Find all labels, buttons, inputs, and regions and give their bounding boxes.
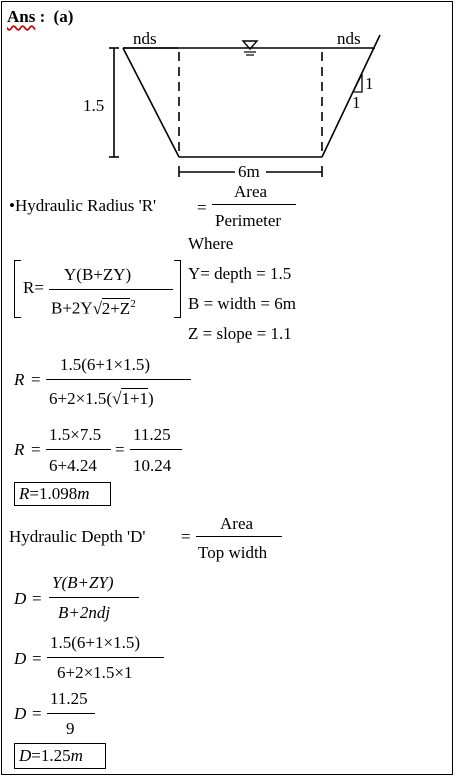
d-step1-bar [47,657,164,658]
r-formula-numerator: Y(B+ZY) [64,265,132,284]
r-formula-den-a: B+2Y [51,298,93,318]
r-step1-den-c: ) [148,389,154,408]
part-label: (a) [53,7,74,26]
r-step1-den-b: 1+1 [121,389,149,408]
r-step2-den2: 10.24 [133,456,172,475]
left-bank [123,48,179,157]
hr-perimeter: Perimeter [215,211,282,230]
slope-label-horizontal: 1 [365,74,374,93]
r-formula-denominator [51,299,136,317]
d-formula-eq: = [32,589,42,608]
r-result-lhs: R [19,484,30,503]
d-result-lhs: D [19,746,32,765]
bullet: • [9,196,15,215]
sqrt-icon: √ [92,298,103,318]
hd-fraction-bar [196,536,282,537]
r-step2-bar2 [130,449,182,450]
ans-label: Ans [7,7,36,26]
right-nds-label: nds [337,29,361,48]
r-step1-bar [46,379,191,380]
left-bracket [14,260,21,318]
r-formula-lhs: R= [23,278,44,297]
left-nds-label: nds [133,29,157,48]
right-bank [322,35,380,157]
d-formula-denominator: B+2ndj [58,603,111,622]
r-step2-eq2: = [115,440,125,459]
hd-top-width: Top width [198,543,268,562]
hr-fraction-bar [212,204,296,205]
hr-equals: = [197,198,207,217]
hd-equals: = [181,527,191,546]
r-result-rhs: =1.098 [29,484,78,503]
d-result-unit: m [70,746,83,765]
d-step2-numerator: 11.25 [50,689,88,708]
d-step2-eq: = [32,704,42,723]
slope-triangle [353,74,362,92]
hydraulic-radius-heading [9,197,156,214]
d-step1-denominator: 6+2×1.5×1 [57,663,133,682]
slope-label-vertical: 1 [352,93,361,112]
d-step1-numerator: 1.5(6+1×1.5) [50,633,140,652]
right-bracket [174,260,181,318]
depth-label: 1.5 [83,96,105,115]
r-step1-denominator [49,390,154,407]
r-step1-lhs: R [14,370,25,389]
r-result [19,485,90,502]
r-step2-bar1 [46,449,111,450]
def-depth: Y= depth = 1.5 [188,264,292,283]
sqrt-icon-2: √ [112,389,122,408]
hydraulic-depth-label: Hydraulic Depth 'D' [9,527,146,546]
d-step1-lhs: D [14,649,27,668]
d-step2-lhs: D [14,704,27,723]
where-label: Where [188,234,234,253]
r-step2-num2: 11.25 [133,425,171,444]
hd-area: Area [220,514,254,533]
d-formula-lhs: D [14,589,27,608]
hydraulic-radius-label: Hydraulic Radius 'R' [14,196,157,215]
r-step2-num1: 1.5×7.5 [49,425,102,444]
r-formula-den-b: 2+Z [101,298,131,318]
width-label: 6m [238,162,260,180]
d-formula-bar [49,597,139,598]
r-result-unit: m [77,484,90,503]
d-result-rhs: =1.25 [31,746,71,765]
d-result [19,747,83,764]
d-step2-bar [47,713,95,714]
ans-colon: : [39,7,46,26]
d-step1-eq: = [32,649,42,668]
r-step2-lhs: R [14,440,25,459]
def-slope: Z = slope = 1.1 [188,324,292,343]
r-formula-sup: 2 [130,298,136,310]
r-step2-den1: 6+4.24 [49,456,97,475]
r-formula-bar [49,289,173,290]
d-step2-denominator: 9 [66,719,75,738]
r-step1-den-a: 6+2×1.5( [49,389,113,408]
d-formula-numerator: Y(B+ZY) [52,573,114,592]
hr-area: Area [234,182,268,201]
r-step1-numerator: 1.5(6+1×1.5) [60,355,150,374]
r-step1-eq: = [31,370,41,389]
def-width: B = width = 6m [188,294,296,313]
r-step2-eq: = [31,440,41,459]
channel-diagram [0,0,456,180]
